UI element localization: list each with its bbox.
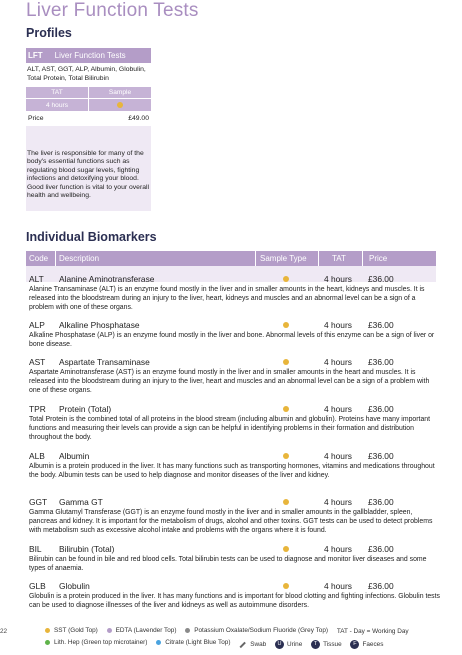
table-row: [26, 353, 436, 400]
legend-label: Tissue: [323, 640, 342, 648]
profile-tests: ALT, AST, GGT, ALP, Albumin, Globulin, Total Protein, Total Bilirubin: [26, 63, 151, 87]
page-number: 22: [0, 628, 8, 635]
biomarker-name: Globulin: [59, 581, 90, 591]
profile-code: LFT: [28, 51, 43, 60]
header-code: Code: [29, 254, 49, 263]
biomarker-description: Alkaline Phosphatase (ALP) is an enzyme found mostly in the liver and bone. Abnormal levels of this enzyme can be a sign of liver or bone disease.: [29, 332, 435, 348]
profile-sample-label: Sample: [88, 87, 151, 98]
biomarker-code: TPR: [29, 404, 46, 414]
table-row: [26, 447, 436, 493]
legend-item: [239, 641, 266, 648]
biomarker-name: Albumin: [59, 451, 90, 461]
header-divider: [255, 251, 256, 266]
biomarker-code: GGT: [29, 497, 48, 507]
profile-tat-label: TAT: [51, 89, 63, 97]
legend-item: [45, 639, 147, 646]
table-row: [26, 493, 436, 540]
legend-label: Faeces: [362, 640, 384, 648]
biomarker-tat: 4 hours: [324, 497, 352, 507]
sst-gold-dot-icon: [283, 359, 289, 365]
legend-label: SST (Gold Top): [54, 627, 98, 634]
sst-gold-dot-icon: [283, 546, 289, 552]
profile-price-value: £49.00: [128, 115, 149, 123]
sst-gold-dot-icon: [45, 628, 50, 633]
biomarker-price: £36.00: [368, 274, 394, 284]
sst-gold-dot-icon: [283, 276, 289, 282]
biomarker-description: Aspartate Aminotransferase (AST) is an enzyme found mostly in the liver and in smaller amounts in the heart and muscles. It is released into the bloodstream during an injury to the liver, heart and muscles and an abnormal level can be a sign of a problem with one of these organs.: [29, 369, 430, 394]
sample-legend-row-2: [45, 639, 390, 649]
biomarker-code: AST: [29, 357, 46, 367]
biomarker-tat: 4 hours: [324, 274, 352, 284]
legend-item: [275, 640, 302, 649]
biomarker-description: Gamma Glutamyl Transferase (GGT) is an enzyme found mostly in the liver and in smaller amounts in the gallbladder, spleen, pancreas and kidney. It is important for the metabolism of drugs, alcohol and other toxins. GGT tests can be used to detect problems with metabolism such as excessive alcohol intake and problems with the organs where it is found.: [29, 509, 433, 534]
sample-legend-row-1: [45, 627, 416, 635]
biomarker-tat: 4 hours: [324, 404, 352, 414]
sst-gold-dot-icon: [117, 102, 123, 108]
sst-gold-dot-icon: [283, 499, 289, 505]
profile-sample-value: [88, 99, 151, 111]
table-row: [26, 400, 436, 447]
profile-description: The liver is responsible for many of the body's essential functions such as regulating blood sugar levels, fighting infections and detoxifying your blood. Good liver function is vital to your overall health and wellbeing.: [26, 148, 151, 211]
legend-item: [107, 627, 177, 634]
biomarker-name: Aspartate Transaminase: [59, 357, 150, 367]
table-row: [26, 266, 436, 316]
sst-gold-dot-icon: [283, 406, 289, 412]
biomarker-price: £36.00: [368, 581, 394, 591]
table-row: [26, 577, 440, 615]
biomarkers-table: [26, 251, 440, 615]
biomarker-code: BIL: [29, 544, 42, 554]
biomarker-code: GLB: [29, 581, 46, 591]
profile-tat-header: [26, 87, 151, 98]
biomarker-tat: 4 hours: [324, 544, 352, 554]
profile-tat-row: [26, 98, 151, 111]
header-sample-type: Sample Type: [260, 254, 307, 263]
faeces-icon: F: [350, 640, 359, 649]
header-divider: [55, 251, 56, 266]
biomarker-description: Alanine Transaminase (ALT) is an enzyme found mostly in the liver and in smaller amounts in the heart, kidneys and muscles. It is released into the bloodstream during an injury to the liver, heart, kidneys and muscles and an abnormal level can be a sign of a problem with one of these organs.: [29, 286, 425, 311]
page-title: Liver Function Tests: [26, 0, 199, 21]
legend-label: Potassium Oxalate/Sodium Fluoride (Grey Top): [194, 627, 329, 634]
header-description: Description: [59, 254, 100, 263]
biomarker-name: Alkaline Phosphatase: [59, 320, 140, 330]
table-row: [26, 316, 436, 353]
biomarker-description: Globulin is a protein produced in the liver. It has many functions and is important for blood clotting and fighting infections. Globulin tests can be used to diagnose illnesses of the liver and kidneys as well as autoimmune disorders.: [29, 593, 440, 609]
biomarker-price: £36.00: [368, 404, 394, 414]
profiles-heading: Profiles: [26, 26, 72, 40]
profile-price-row: [26, 111, 151, 126]
light-blue-top-dot-icon: [156, 640, 161, 645]
biomarkers-heading: Individual Biomarkers: [26, 230, 157, 244]
biomarker-price: £36.00: [368, 357, 394, 367]
biomarker-code: ALB: [29, 451, 45, 461]
biomarker-price: £36.00: [368, 497, 394, 507]
legend-label: Urine: [287, 640, 303, 648]
header-divider: [362, 251, 363, 266]
biomarker-name: Bilirubin (Total): [59, 544, 115, 554]
biomarker-code: ALT: [29, 274, 44, 284]
table-header: [26, 251, 436, 266]
biomarker-price: £36.00: [368, 451, 394, 461]
biomarker-description: Albumin is a protein produced in the liver. It has many functions such as transporting hormones, vitamins and medications throughout the body. Albumin tests can be used to help diagnose and monitor diseases of the liver and kidney.: [29, 463, 435, 479]
header-price: Price: [369, 254, 388, 263]
biomarker-tat: 4 hours: [324, 357, 352, 367]
biomarker-name: Protein (Total): [59, 404, 112, 414]
profile-price-label: Price: [28, 115, 44, 123]
grey-top-dot-icon: [185, 628, 190, 633]
biomarker-tat: 4 hours: [324, 320, 352, 330]
sst-gold-dot-icon: [283, 583, 289, 589]
profile-header: [26, 48, 151, 63]
profile-name: Liver Function Tests: [54, 51, 126, 60]
sst-gold-dot-icon: [283, 453, 289, 459]
biomarker-tat: 4 hours: [324, 451, 352, 461]
legend-tat-note: TAT - Day = Working Day: [336, 628, 409, 635]
profile-tat-value: 4 hours: [46, 101, 68, 109]
header-tat: TAT: [332, 254, 346, 263]
biomarker-tat: 4 hours: [324, 581, 352, 591]
biomarker-description: Bilirubin can be found in bile and red blood cells. Total bilirubin tests can be used to diagnose and monitor liver diseases and some types of anaemia.: [29, 556, 427, 572]
profile-spacer: [26, 126, 151, 140]
legend-item: [156, 639, 230, 646]
tissue-icon: T: [311, 640, 320, 649]
edta-lavender-dot-icon: [107, 628, 112, 633]
legend-item: [311, 640, 342, 649]
legend-label: Citrate (Light Blue Top): [165, 639, 231, 646]
legend-item: [45, 627, 98, 634]
legend-label: Swab: [250, 640, 267, 648]
legend-label: EDTA (Lavender Top): [115, 627, 177, 634]
legend-item: [337, 628, 409, 635]
biomarker-price: £36.00: [368, 544, 394, 554]
sst-gold-dot-icon: [283, 322, 289, 328]
header-divider: [318, 251, 319, 266]
biomarker-name: Alanine Aminotransferase: [59, 274, 155, 284]
legend-label: Lith. Hep (Green top microtainer): [54, 639, 148, 646]
urine-icon: U: [275, 640, 284, 649]
table-row: [26, 540, 436, 577]
legend-item: [350, 640, 383, 649]
swab-icon: [240, 641, 246, 647]
legend-item: [185, 627, 328, 634]
green-top-dot-icon: [45, 640, 50, 645]
biomarker-name: Gamma GT: [59, 497, 103, 507]
biomarker-description: Total Protein is the combined total of all proteins in the blood stream (including albumin and globulin). Proteins have many important functions and measuring their levels can provide a sign can be helpful in identifying problems in their formation and distribution throughout the body.: [29, 416, 431, 441]
biomarker-price: £36.00: [368, 320, 394, 330]
biomarker-code: ALP: [29, 320, 45, 330]
